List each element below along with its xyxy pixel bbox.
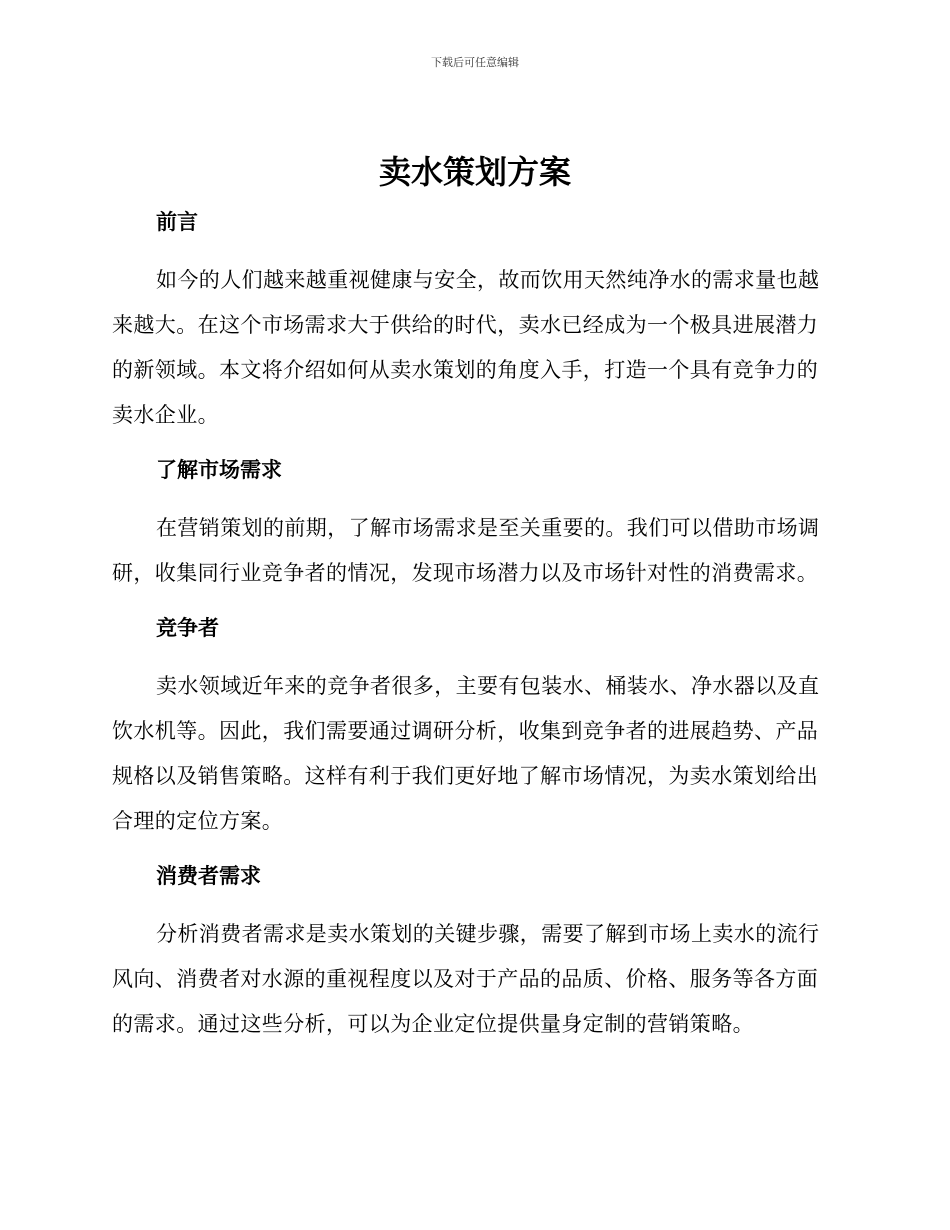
section-consumer-demand [112,856,832,1047]
section-paragraph: 如今的人们越来越重视健康与安全，故而饮用天然纯净水的需求量也越来越大。在这个市场需求大于供给的时代，卖水已经成为一个极具进展潜力的新领域。本文将介绍如何从卖水策划的角度入手，打造一个具有竞争力的卖水企业。 [112,268,820,427]
document-body [112,202,832,1047]
section-heading: 前言 [156,210,198,234]
section-preface [112,202,832,450]
section-market-demand [112,450,832,608]
section-paragraph: 在营销策划的前期，了解市场需求是至关重要的。我们可以借助市场调研，收集同行业竞争者的情况，发现市场潜力以及市场针对性的消费需求。 [112,516,820,585]
page-header-note: 下载后可任意编辑 [431,56,519,69]
section-heading: 了解市场需求 [156,458,282,482]
document-title: 卖水策划方案 [378,153,571,191]
section-paragraph: 分析消费者需求是卖水策划的关键步骤，需要了解到市场上卖水的流行风向、消费者对水源的重视程度以及对于产品的品质、价格、服务等各方面的需求。通过这些分析，可以为企业定位提供量身定制的营销策略。 [112,922,820,1036]
section-heading: 消费者需求 [156,864,261,888]
section-competitors [112,608,832,856]
section-paragraph: 卖水领域近年来的竞争者很多，主要有包装水、桶装水、净水器以及直饮水机等。因此，我们需要通过调研分析，收集到竞争者的进展趋势、产品规格以及销售策略。这样有利于我们更好地了解市场情况，为卖水策划给出合理的定位方案。 [112,674,820,833]
section-heading: 竞争者 [156,616,219,640]
